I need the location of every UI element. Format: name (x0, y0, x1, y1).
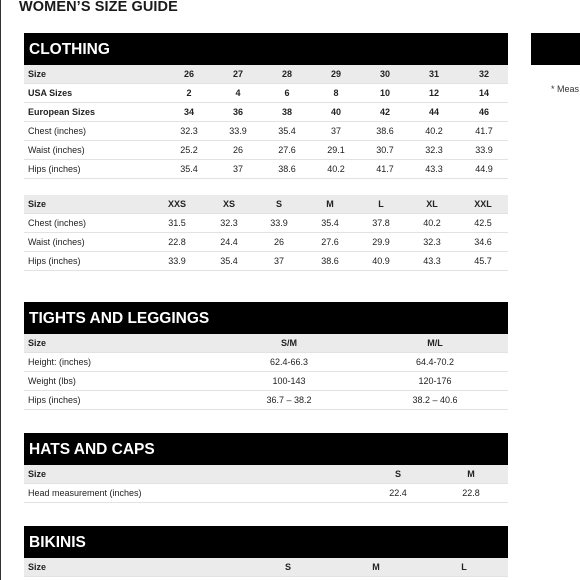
table-cell: 40.2 (425, 126, 443, 136)
table-cell: S (394, 469, 402, 479)
table-cell: 12 (428, 88, 440, 98)
table-cell: S/M (280, 338, 298, 348)
table-row (24, 484, 508, 503)
table-cell: 42.5 (474, 218, 492, 228)
bikinis-size-table (24, 558, 508, 577)
bikinis-section (24, 526, 508, 577)
hats-size-table (24, 465, 508, 503)
bikinis-header: BIKINIS (24, 526, 508, 558)
clothing-size-table-letter (24, 195, 508, 271)
table-cell: 33.9 (229, 126, 247, 136)
table-cell: 32.3 (220, 218, 238, 228)
table-cell: 37 (330, 126, 342, 136)
row-label: USA Sizes (28, 88, 73, 98)
table-cell: 32.3 (423, 237, 441, 247)
table-row (24, 353, 508, 372)
row-label: Size (28, 469, 47, 479)
table-cell: XXL (474, 199, 492, 209)
table-cell: 22.8 (168, 237, 186, 247)
table-cell: 33.9 (270, 218, 288, 228)
table-cell: 35.4 (321, 218, 339, 228)
table-cell: 14 (478, 88, 490, 98)
table-cell: 35.4 (278, 126, 296, 136)
table-row (24, 334, 508, 353)
table-cell: 28 (281, 69, 293, 79)
table-row (24, 465, 508, 484)
table-cell: XS (222, 199, 236, 209)
table-cell: 32.3 (180, 126, 198, 136)
table-cell: 4 (235, 88, 241, 98)
table-cell: 32.3 (425, 145, 443, 155)
clothing-section (24, 33, 508, 271)
table-cell: S (284, 562, 292, 572)
table-cell: 33.9 (475, 145, 493, 155)
table-cell: 6 (284, 88, 290, 98)
table-cell: 27.6 (278, 145, 296, 155)
table-row (24, 122, 508, 141)
table-cell: 41.7 (376, 164, 394, 174)
table-cell: 36 (232, 107, 244, 117)
table-cell: 22.8 (462, 488, 480, 498)
table-row (24, 141, 508, 160)
table-cell: 29.9 (372, 237, 390, 247)
row-label: Chest (inches) (28, 126, 87, 136)
table-cell: 29.1 (327, 145, 345, 155)
table-cell: 10 (379, 88, 391, 98)
row-label: Hips (inches) (28, 256, 81, 266)
row-label: European Sizes (28, 107, 96, 117)
table-cell: M (467, 469, 475, 479)
table-cell: 44.9 (475, 164, 493, 174)
table-cell: 34.6 (474, 237, 492, 247)
table-row (24, 214, 508, 233)
table-cell: 29 (330, 69, 342, 79)
table-cell: 25.2 (180, 145, 198, 155)
row-label: Waist (inches) (28, 237, 85, 247)
table-row (24, 233, 508, 252)
clothing-header: CLOTHING (24, 33, 508, 65)
row-label: Size (28, 338, 47, 348)
row-label: Size (28, 69, 47, 79)
table-cell: 44 (428, 107, 440, 117)
table-cell: 43.3 (425, 164, 443, 174)
table-cell: L (461, 562, 467, 572)
table-cell: 38.6 (278, 164, 296, 174)
table-cell: XXS (167, 199, 187, 209)
row-label: Hips (inches) (28, 395, 81, 405)
hats-section (24, 433, 508, 503)
tights-section (24, 302, 508, 410)
clothing-size-table-numeric (24, 65, 508, 179)
table-cell: 40 (330, 107, 342, 117)
measurement-note: * Meas (551, 84, 580, 94)
tights-size-table (24, 334, 508, 410)
left-border-line (0, 0, 1, 580)
row-label: Head measurement (inches) (28, 488, 142, 498)
table-cell: 37.8 (372, 218, 390, 228)
table-cell: 120-176 (418, 376, 452, 386)
table-cell: 27 (232, 69, 244, 79)
table-cell: M (326, 199, 334, 209)
table-cell: 64.4-70.2 (415, 357, 455, 367)
tights-header: TIGHTS AND LEGGINGS (24, 302, 508, 334)
row-label: Height: (inches) (28, 357, 92, 367)
table-cell: 31.5 (168, 218, 186, 228)
row-label: Chest (inches) (28, 218, 87, 228)
table-cell: 30.7 (376, 145, 394, 155)
table-cell: 24.4 (220, 237, 238, 247)
table-cell: 62.4-66.3 (269, 357, 309, 367)
table-cell: 37 (273, 256, 285, 266)
table-cell: S (275, 199, 283, 209)
table-cell: 43.3 (423, 256, 441, 266)
table-cell: 22.4 (389, 488, 407, 498)
row-label: Size (28, 562, 47, 572)
table-cell: 26 (232, 145, 244, 155)
table-cell: 30 (379, 69, 391, 79)
table-cell: 46 (478, 107, 490, 117)
table-row (24, 65, 508, 84)
table-row (24, 84, 508, 103)
hats-header: HATS AND CAPS (24, 433, 508, 465)
table-cell: 31 (428, 69, 440, 79)
table-cell: 37 (232, 164, 244, 174)
table-row (24, 372, 508, 391)
table-cell: 36.7 – 38.2 (266, 395, 312, 405)
page-title: WOMEN’S SIZE GUIDE (19, 0, 178, 15)
table-row (24, 160, 508, 179)
table-cell: 2 (186, 88, 192, 98)
table-cell: XL (426, 199, 438, 209)
row-label: Weight (lbs) (28, 376, 76, 386)
table-row (24, 252, 508, 271)
table-cell: 38 (281, 107, 293, 117)
table-cell: M/L (427, 338, 443, 348)
table-row (24, 103, 508, 122)
row-label: Hips (inches) (28, 164, 81, 174)
row-label: Size (28, 199, 47, 209)
partial-section-header (531, 33, 580, 65)
table-cell: 26 (273, 237, 285, 247)
table-cell: 40.2 (423, 218, 441, 228)
table-cell: 41.7 (475, 126, 493, 136)
table-cell: 100-143 (272, 376, 306, 386)
table-cell: 38.2 – 40.6 (412, 395, 458, 405)
table-cell: M (372, 562, 380, 572)
table-cell: 42 (379, 107, 391, 117)
table-cell: 26 (183, 69, 195, 79)
table-row (24, 195, 508, 214)
table-cell: 40.9 (372, 256, 390, 266)
table-cell: 8 (333, 88, 339, 98)
table-cell: 33.9 (168, 256, 186, 266)
table-cell: 32 (478, 69, 490, 79)
table-cell: 34 (183, 107, 195, 117)
table-cell: 35.4 (180, 164, 198, 174)
table-row (24, 391, 508, 410)
table-cell: L (378, 199, 384, 209)
table-row (24, 558, 508, 577)
row-label: Waist (inches) (28, 145, 85, 155)
table-cell: 38.6 (321, 256, 339, 266)
table-cell: 40.2 (327, 164, 345, 174)
table-cell: 45.7 (474, 256, 492, 266)
table-cell: 35.4 (220, 256, 238, 266)
table-cell: 27.6 (321, 237, 339, 247)
table-cell: 38.6 (376, 126, 394, 136)
